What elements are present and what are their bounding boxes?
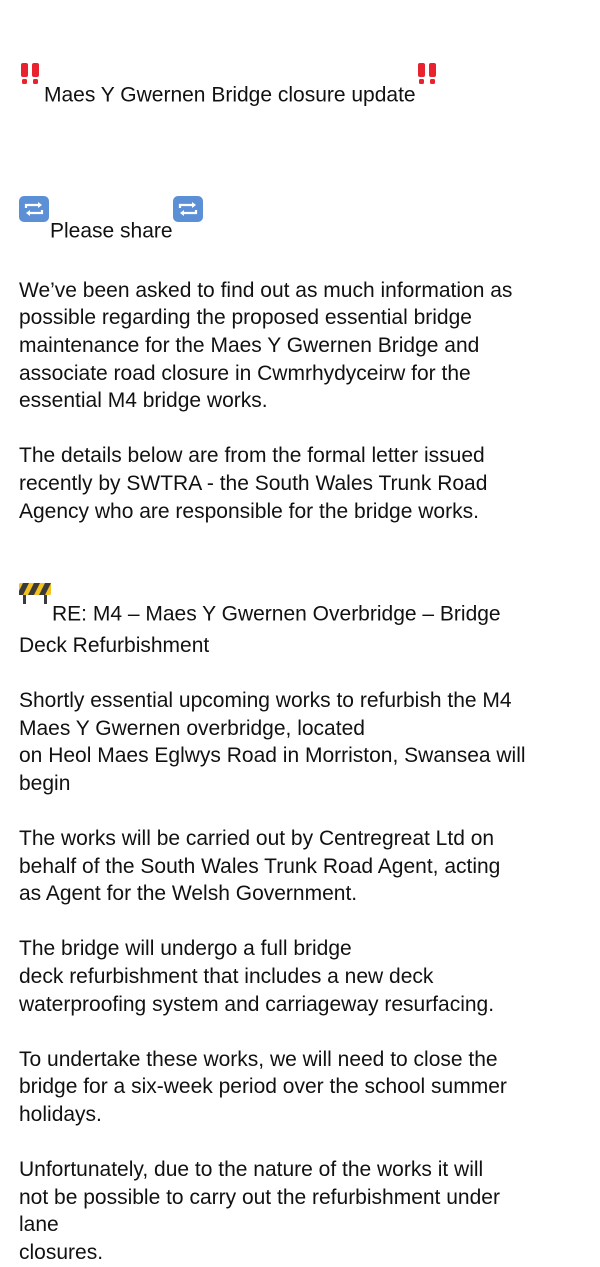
lane-closures-paragraph: Unfortunately, due to the nature of the works it will not be possible to carry out the refurbishment under lane closures. [19, 1158, 500, 1264]
repeat-icon [19, 168, 49, 249]
works-start-paragraph: Shortly essential upcoming works to refurbish the M4 Maes Y Gwernen overbridge, located on Heol Maes Eglwys Road in Morriston, Swansea will begin [19, 689, 526, 795]
construction-barrier-icon [19, 553, 51, 632]
post-title [19, 8, 594, 113]
share-text: Please share [50, 219, 173, 243]
details-paragraph: The details below are from the formal letter issued recently by SWTRA - the South Wales Trunk Road Agency who are responsible for the bridge works. [19, 444, 488, 523]
closure-paragraph: To undertake these works, we will need to close the bridge for a six-week period over the school summer holidays. [19, 1047, 507, 1126]
post-title-text: Maes Y Gwernen Bridge closure update [44, 83, 416, 107]
refurbishment-paragraph: The bridge will undergo a full bridge deck refurbishment that includes a new deck waterproofing system and carriageway resurfacing. [19, 937, 495, 1016]
double-exclamation-icon [19, 36, 43, 113]
post-body [19, 8, 594, 1267]
repeat-icon [173, 168, 203, 249]
intro-paragraph: We’ve been asked to find out as much information as possible regarding the proposed essential bridge maintenance for the Maes Y Gwernen Bridge and associate road closure in Cwmrhydyceirw for the essential M4 bridge works. [19, 278, 513, 413]
re-line [19, 553, 594, 660]
share-line [19, 140, 594, 249]
double-exclamation-icon [416, 36, 440, 113]
contractor-paragraph: The works will be carried out by Centregreat Ltd on behalf of the South Wales Trunk Road Agent, acting as Agent for the Welsh Government. [19, 827, 501, 906]
re-line-text: RE: M4 – Maes Y Gwernen Overbridge – Bridge Deck Refurbishment [19, 602, 501, 657]
